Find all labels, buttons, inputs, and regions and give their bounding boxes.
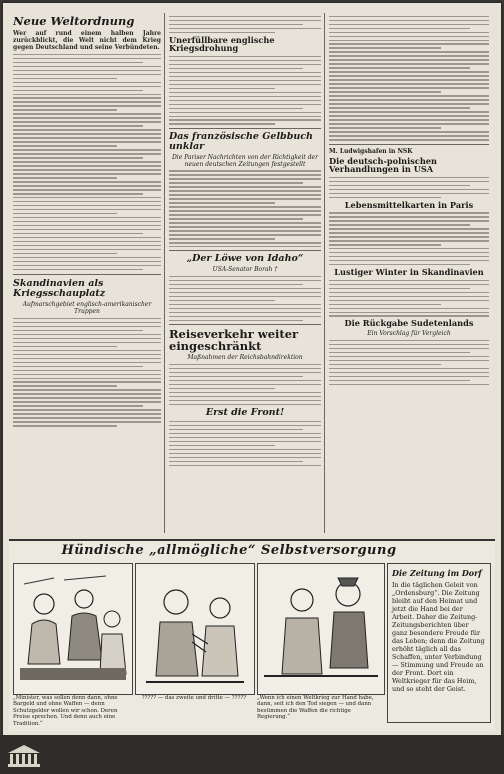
- column-rule: [164, 13, 165, 533]
- article-headline: „Der Löwe von Idaho“: [186, 253, 304, 265]
- text-lines: [329, 280, 489, 317]
- section-rule: [169, 128, 321, 129]
- text-lines: [169, 421, 321, 466]
- text-lines: [169, 16, 321, 33]
- text-lines: [329, 177, 489, 198]
- article-subheading: USA-Senator Borah †: [212, 266, 278, 274]
- text-lines: [13, 54, 161, 271]
- text-lines: [329, 212, 489, 265]
- newspaper-page: [3, 3, 501, 735]
- section-rule: [329, 144, 489, 145]
- article-headline: Unerfüllbare englische Kriegsdrohung: [169, 34, 275, 54]
- section-rule: [169, 324, 321, 325]
- article-subheading: Maßnahmen der Reichsbahndirektion: [187, 354, 303, 362]
- cartoon-drawing: [136, 564, 254, 694]
- article-headline: Reiseverkehr weiter eingeschränkt: [169, 327, 299, 354]
- article-subheading: Ein Vorschlag für Vergleich: [367, 330, 451, 338]
- article-dateline: M. Ludwigshafen in NSK: [329, 147, 413, 155]
- column-2: [169, 13, 321, 533]
- text-lines: [329, 340, 489, 385]
- text-lines: [169, 364, 321, 405]
- cartoon-drawing: [14, 564, 132, 694]
- article-headline: Die deutsch-polnischen Verhandlungen in USA: [329, 155, 437, 175]
- article-headline: Das französische Gelbbuch unklar: [169, 130, 313, 152]
- cartoon-caption-middle: ????? — das zweite und dritte — ?????: [141, 695, 247, 701]
- article-headline: Lebensmittelkarten in Paris: [344, 199, 474, 210]
- text-lines: [169, 276, 321, 321]
- sidebar-box: [387, 563, 491, 723]
- article-headline: Erst die Front!: [205, 406, 285, 418]
- article-lead: Wer auf rund einem halben Jahre zurückblickt, die Welt nicht dem Krieg gegen Deutschland und seine Verbündeten.: [13, 30, 161, 52]
- article-headline: Skandinavien als Kriegsschauplatz: [13, 278, 106, 300]
- article-headline: Die Rückgabe Sudetenlands: [344, 318, 474, 329]
- column-rule: [324, 13, 325, 533]
- cartoon-panel-middle: [135, 563, 255, 695]
- cartoon-caption-right: „Wenn ich einen Weltkrieg zur Hand habe, dann, seit ich den Tod siegen — und dann bestimmen die Waffen die richtige Regierung.“: [257, 695, 374, 721]
- text-lines: [13, 318, 161, 427]
- sidebar-title: Die Zeitung im Dorf: [392, 568, 482, 578]
- text-lines: [169, 56, 321, 125]
- viewer-footer: [0, 735, 504, 774]
- sidebar-text: In die täglichen Geleit von „Ordensburg“. Die Zeitung bleibt auf den Heimat und jetzt die Hand bei der Arbeit. Daher die Zeitung-Zeitungsberichten über ganz besondere Freude für das Leben; denn die Zeitung erhöht täglich all das Schaffen, unter Verbindung — Stimmung und Freude an der Front. Dort ein Weltkrieger für das Heim, und so steht der Geist.: [392, 581, 485, 693]
- section-rule: [169, 250, 321, 251]
- library-logo-icon: [4, 741, 44, 769]
- column-3: [329, 13, 489, 533]
- text-lines: [169, 170, 321, 247]
- cartoon-panel-right: [257, 563, 385, 695]
- article-subheading: Aufmarschgebiet englisch-amerikanischer Truppen: [22, 301, 152, 316]
- cartoon-section: [9, 539, 495, 731]
- cartoon-title: Hündische „allmögliche“ Selbstversorgung: [61, 543, 397, 558]
- cartoon-drawing: [258, 564, 384, 694]
- article-headline: Lustiger Winter in Skandinavien: [334, 267, 484, 278]
- article-headline: Neue Weltordnung: [13, 14, 135, 28]
- section-rule: [13, 274, 161, 275]
- cartoon-caption-left: „Minister, was sollen denn dann, ohne Bargeld und ohne Waffen — denn Schutzgelder wollen wir schon. Deren Preise sprechen. Und denn auch eine Tradition.“: [13, 695, 118, 727]
- article-subheading: Die Pariser Nachrichten von der Richtigkeit der neuen deutschen Zeitungen festgestellt: [172, 153, 318, 168]
- cartoon-panel-left: [13, 563, 133, 695]
- column-1: [13, 13, 161, 533]
- text-lines: [329, 16, 489, 141]
- article-body: [13, 30, 161, 270]
